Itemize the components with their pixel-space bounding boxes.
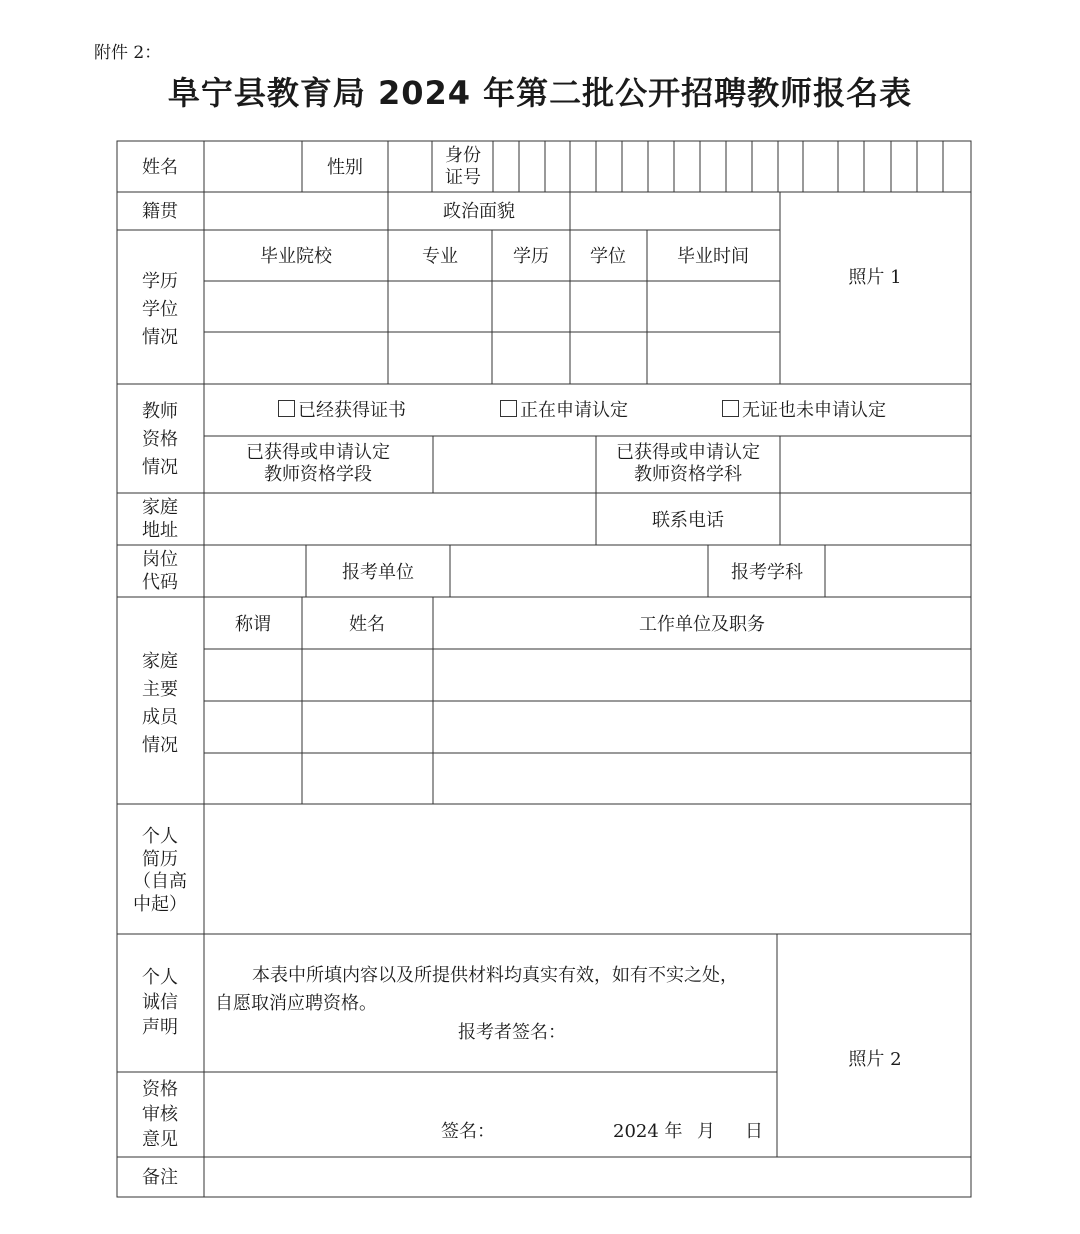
gender-label: 性别 bbox=[327, 157, 363, 178]
education-label: 学历 学位 情况 bbox=[142, 271, 178, 348]
option-applying[interactable]: 正在申请认定 bbox=[500, 399, 628, 423]
checkbox-icon[interactable] bbox=[278, 400, 295, 417]
attachment-label: 附件 2： bbox=[94, 43, 162, 63]
integrity-statement-line1: 本表中所填内容以及所提供材料均真实有效，如有不实之处， bbox=[252, 965, 738, 986]
applicant-signature-label: 报考者签名： bbox=[458, 1022, 566, 1043]
col-graduation-date: 毕业时间 bbox=[677, 246, 749, 267]
qualification-label: 教师 资格 情况 bbox=[142, 401, 178, 478]
col-degree: 学位 bbox=[590, 246, 626, 267]
col-work-unit: 工作单位及职务 bbox=[639, 614, 765, 635]
name-label: 姓名 bbox=[142, 157, 178, 178]
checkbox-icon[interactable] bbox=[722, 400, 739, 417]
review-month: 月 bbox=[697, 1121, 715, 1142]
post-code-label: 岗位 代码 bbox=[142, 549, 178, 593]
col-member-name: 姓名 bbox=[349, 614, 385, 635]
col-degree-level: 学历 bbox=[513, 246, 549, 267]
option-not-applied[interactable]: 无证也未申请认定 bbox=[722, 399, 886, 423]
page-title: 阜宁县教育局 2024 年第二批公开招聘教师报名表 bbox=[167, 74, 913, 112]
col-graduate-school: 毕业院校 bbox=[260, 246, 332, 267]
qualification-subject-label: 已获得或申请认定 教师资格学科 bbox=[616, 442, 760, 485]
review-year: 2024 年 bbox=[613, 1121, 683, 1142]
id-number-label-line2: 证号 bbox=[445, 167, 481, 188]
integrity-label: 个人 诚信 声明 bbox=[142, 967, 178, 1038]
col-major: 专业 bbox=[422, 246, 458, 267]
checkbox-icon[interactable] bbox=[500, 400, 517, 417]
political-status-label: 政治面貌 bbox=[443, 201, 515, 222]
integrity-statement-line2: 自愿取消应聘资格。 bbox=[215, 993, 377, 1014]
review-label: 资格 审核 意见 bbox=[142, 1079, 178, 1150]
col-relation: 称谓 bbox=[235, 614, 271, 635]
apply-unit-label: 报考单位 bbox=[342, 562, 414, 583]
apply-subject-label: 报考学科 bbox=[731, 562, 803, 583]
home-address-label: 家庭 地址 bbox=[142, 497, 178, 541]
resume-label: 个人 简历 （自高 中起） bbox=[133, 826, 187, 915]
family-members-label: 家庭 主要 成员 情况 bbox=[142, 651, 178, 756]
remarks-label: 备注 bbox=[142, 1167, 178, 1188]
photo-1-placeholder: 照片 1 bbox=[848, 267, 902, 288]
review-signature-label: 签名： bbox=[441, 1121, 495, 1142]
qualification-stage-label: 已获得或申请认定 教师资格学段 bbox=[246, 442, 390, 485]
native-place-label: 籍贯 bbox=[142, 201, 178, 222]
photo-2-placeholder: 照片 2 bbox=[848, 1049, 902, 1070]
option-certified[interactable]: 已经获得证书 bbox=[278, 399, 406, 423]
id-number-label-line1: 身份 bbox=[445, 145, 481, 166]
phone-label: 联系电话 bbox=[652, 510, 724, 531]
review-day: 日 bbox=[745, 1121, 763, 1142]
